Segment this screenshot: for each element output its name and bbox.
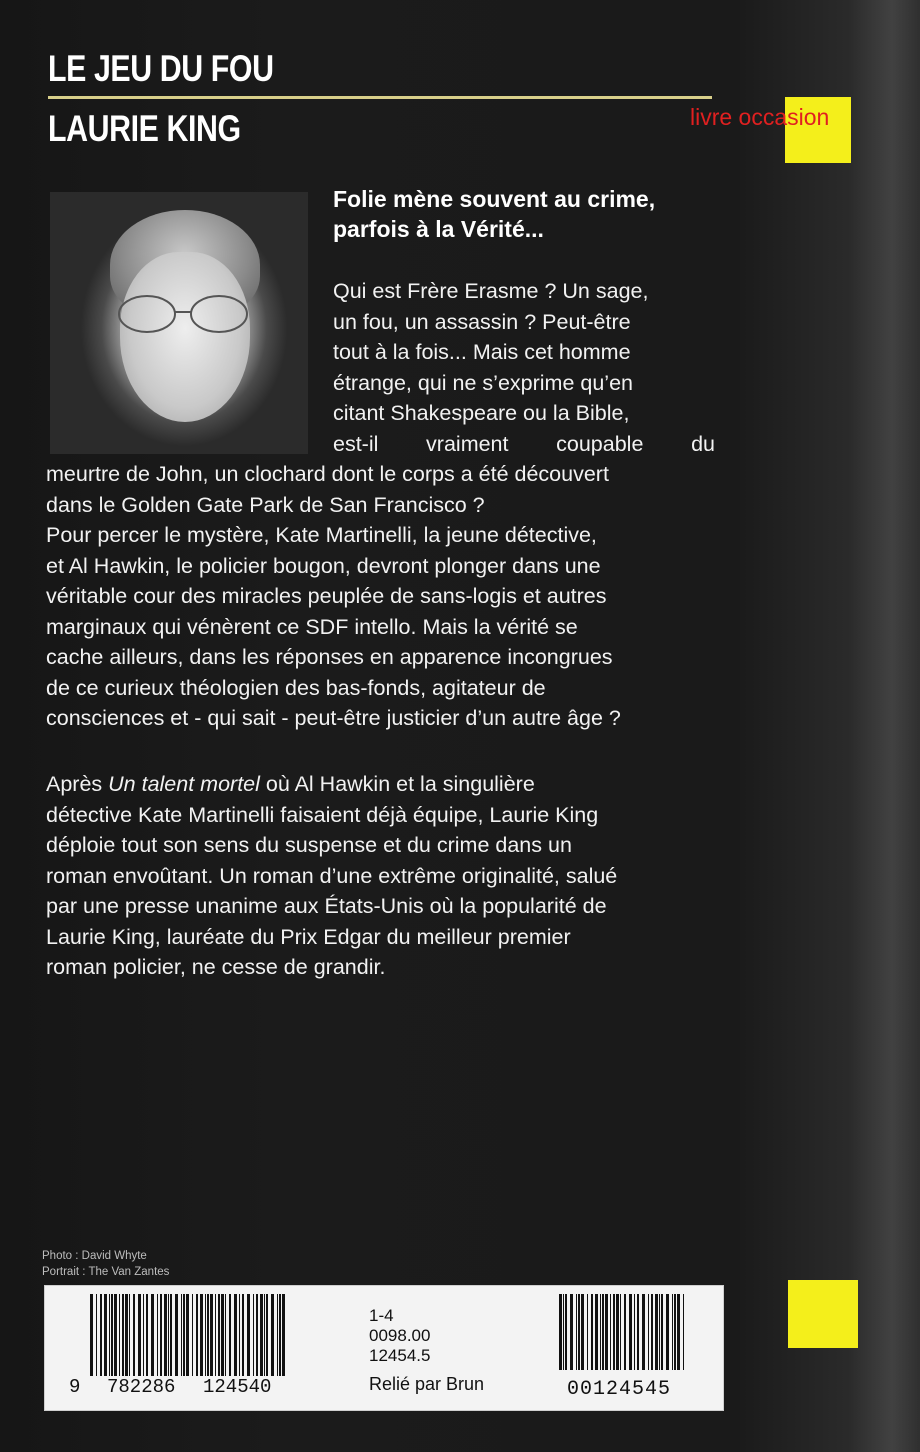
barcode-bar — [277, 1294, 278, 1376]
barcode-bar — [218, 1294, 220, 1376]
barcode-bar — [659, 1294, 660, 1370]
barcode-bar — [264, 1294, 265, 1376]
shelf-codes — [369, 1306, 430, 1366]
blurb-line: citant Shakespeare ou la Bible, — [333, 401, 630, 425]
barcode-bar — [239, 1294, 240, 1376]
barcode-bar — [282, 1294, 285, 1376]
barcode-bar — [677, 1294, 680, 1370]
barcode-bar — [96, 1294, 97, 1376]
blurb-line: étrange, qui ne s’exprime qu’en — [333, 370, 633, 395]
blurb-line: meurtre de John, un clochard dont le corps a été découvert — [46, 462, 609, 486]
barcode-bar — [100, 1294, 102, 1376]
barcode-bar — [119, 1294, 120, 1376]
barcode-bar — [591, 1294, 593, 1370]
book-title: LE JEU DU FOU — [48, 48, 274, 89]
barcode-bar — [205, 1294, 206, 1376]
review-line: Laurie King, lauréate du Prix Edgar du meilleur premier — [46, 924, 571, 949]
barcode-bar — [616, 1294, 619, 1370]
inventory-barcode — [559, 1294, 687, 1370]
barcode-bar — [104, 1294, 107, 1376]
review-text: Après — [46, 772, 109, 796]
barcode-bar — [620, 1294, 621, 1370]
blurb-line: cache ailleurs, dans les réponses en apparence incongrues — [46, 645, 613, 669]
review-line: roman envoûtant. Un roman d’une extrême originalité, salué — [46, 863, 618, 888]
barcode-bar — [160, 1294, 162, 1376]
barcode-bar — [605, 1294, 608, 1370]
barcode-bar — [229, 1294, 231, 1376]
barcode-bar — [221, 1294, 224, 1376]
tagline-line: Folie mène souvent au crime, — [333, 186, 656, 212]
barcode-bar — [225, 1294, 226, 1376]
barcode-bar — [192, 1294, 193, 1376]
inventory-number: 00124545 — [567, 1378, 672, 1401]
barcode-bar — [90, 1294, 93, 1376]
barcode-bar — [587, 1294, 588, 1370]
barcode-bar — [207, 1294, 209, 1376]
barcode-bar — [563, 1294, 564, 1370]
barcode-bar — [624, 1294, 626, 1370]
barcode-bar — [157, 1294, 158, 1376]
barcode-bar — [674, 1294, 676, 1370]
barcode-label — [44, 1285, 724, 1411]
barcode-bar — [210, 1294, 213, 1376]
blurb-line: et Al Hawkin, le policier bougon, devront plonger dans une — [46, 553, 601, 578]
review-line: détective Kate Martinelli faisaient déjà équipe, Laurie King — [46, 802, 599, 827]
barcode-bar — [146, 1294, 148, 1376]
barcode-bar — [164, 1294, 167, 1376]
barcode-bar — [215, 1294, 216, 1376]
barcode-bar — [183, 1294, 185, 1376]
blurb-line: tout à la fois... Mais cet homme — [333, 340, 631, 364]
isbn-first-digit: 9 — [69, 1376, 81, 1398]
binding-note: Relié par Brun — [369, 1374, 485, 1394]
barcode-bar — [168, 1294, 169, 1376]
photo-credit: Photo : David Whyte — [42, 1250, 147, 1262]
barcode-bar — [125, 1294, 128, 1376]
barcode-bar — [672, 1294, 673, 1370]
barcode-bar — [570, 1294, 573, 1370]
barcode-bar — [634, 1294, 635, 1370]
blurb-line: consciences et - qui sait - peut-être justicier d’un autre âge ? — [46, 706, 621, 730]
barcode-bar — [683, 1294, 684, 1370]
barcode-bar — [196, 1294, 198, 1376]
blurb-full — [46, 459, 716, 734]
barcode-bar — [661, 1294, 663, 1370]
blurb-wrapped — [333, 276, 715, 459]
review-line: déploie tout son sens du suspense et du crime dans un — [46, 833, 572, 857]
review-line — [46, 769, 716, 800]
barcode-bar — [181, 1294, 182, 1376]
barcode-bar — [151, 1294, 154, 1376]
review-paragraph — [46, 769, 716, 983]
portrait-credit: Portrait : The Van Zantes — [42, 1266, 170, 1278]
barcode-bar — [578, 1294, 580, 1370]
review-text: où Al Hawkin et la singulière — [259, 772, 535, 796]
barcode-bar — [234, 1294, 237, 1376]
barcode-bar — [175, 1294, 178, 1376]
isbn-barcode — [90, 1294, 290, 1376]
blurb-line: de ce curieux théologien des bas-fonds, agitateur de — [46, 675, 546, 700]
barcode-bar — [600, 1294, 601, 1370]
review-line: roman policier, ne cesse de grandir. — [46, 955, 386, 979]
blurb-line: un fou, un assassin ? Peut-être — [333, 309, 631, 334]
barcode-bar — [613, 1294, 615, 1370]
shelf-code: 1-4 — [369, 1306, 394, 1325]
tagline-line: parfois à la Vérité... — [333, 216, 544, 242]
spine-shading — [850, 0, 920, 1452]
title-rule — [48, 96, 712, 99]
barcode-bar — [170, 1294, 172, 1376]
barcode-bar — [129, 1294, 130, 1376]
blurb-line: véritable cour des miracles peuplée de sans-logis et autres — [46, 584, 607, 608]
barcode-bar — [260, 1294, 263, 1376]
barcode-bar — [655, 1294, 658, 1370]
barcode-bar — [122, 1294, 124, 1376]
barcode-bar — [610, 1294, 611, 1370]
barcode-bar — [186, 1294, 189, 1376]
barcode-bar — [242, 1294, 244, 1376]
isbn-group-2: 124540 — [203, 1376, 272, 1398]
barcode-bar — [143, 1294, 144, 1376]
shelf-code: 12454.5 — [369, 1346, 431, 1365]
barcode-bar — [253, 1294, 254, 1376]
barcode-bar — [648, 1294, 649, 1370]
barcode-bar — [559, 1294, 562, 1370]
blurb-line: dans le Golden Gate Park de San Francisco ? — [46, 492, 485, 517]
used-book-label: livre occasion — [690, 104, 830, 130]
barcode-bar — [595, 1294, 598, 1370]
barcode-bar — [629, 1294, 632, 1370]
barcode-bar — [666, 1294, 669, 1370]
price-sticker-bottom — [788, 1280, 858, 1348]
review-line: par une presse unanime aux États-Unis où la popularité de — [46, 894, 607, 918]
book-reference: Un talent mortel — [108, 772, 260, 796]
barcode-bar — [279, 1294, 281, 1376]
barcode-bar — [565, 1294, 567, 1370]
barcode-bar — [271, 1294, 274, 1376]
shelf-code: 0098.00 — [369, 1326, 431, 1345]
blurb-line: est-il vraiment coupable du — [333, 431, 715, 456]
barcode-bar — [576, 1294, 577, 1370]
blurb-line: Qui est Frère Erasme ? Un sage, — [333, 279, 649, 303]
barcode-bar — [581, 1294, 584, 1370]
blurb-line: Pour percer le mystère, Kate Martinelli, la jeune détective, — [46, 523, 597, 547]
barcode-bar — [637, 1294, 639, 1370]
barcode-bar — [256, 1294, 258, 1376]
barcode-bar — [111, 1294, 113, 1376]
barcode-bar — [200, 1294, 203, 1376]
barcode-bar — [138, 1294, 141, 1376]
book-author: LAURIE KING — [48, 108, 241, 149]
blurb-line: marginaux qui vénèrent ce SDF intello. Mais la vérité se — [46, 614, 578, 639]
barcode-bar — [642, 1294, 645, 1370]
barcode-bar — [651, 1294, 653, 1370]
glasses-icon — [114, 292, 254, 342]
tagline — [333, 184, 733, 244]
isbn-group-1: 782286 — [107, 1376, 176, 1398]
barcode-bar — [602, 1294, 604, 1370]
barcode-bar — [109, 1294, 110, 1376]
barcode-bar — [247, 1294, 250, 1376]
barcode-bar — [266, 1294, 268, 1376]
author-photo — [50, 192, 308, 454]
barcode-bar — [114, 1294, 117, 1376]
barcode-bar — [133, 1294, 135, 1376]
